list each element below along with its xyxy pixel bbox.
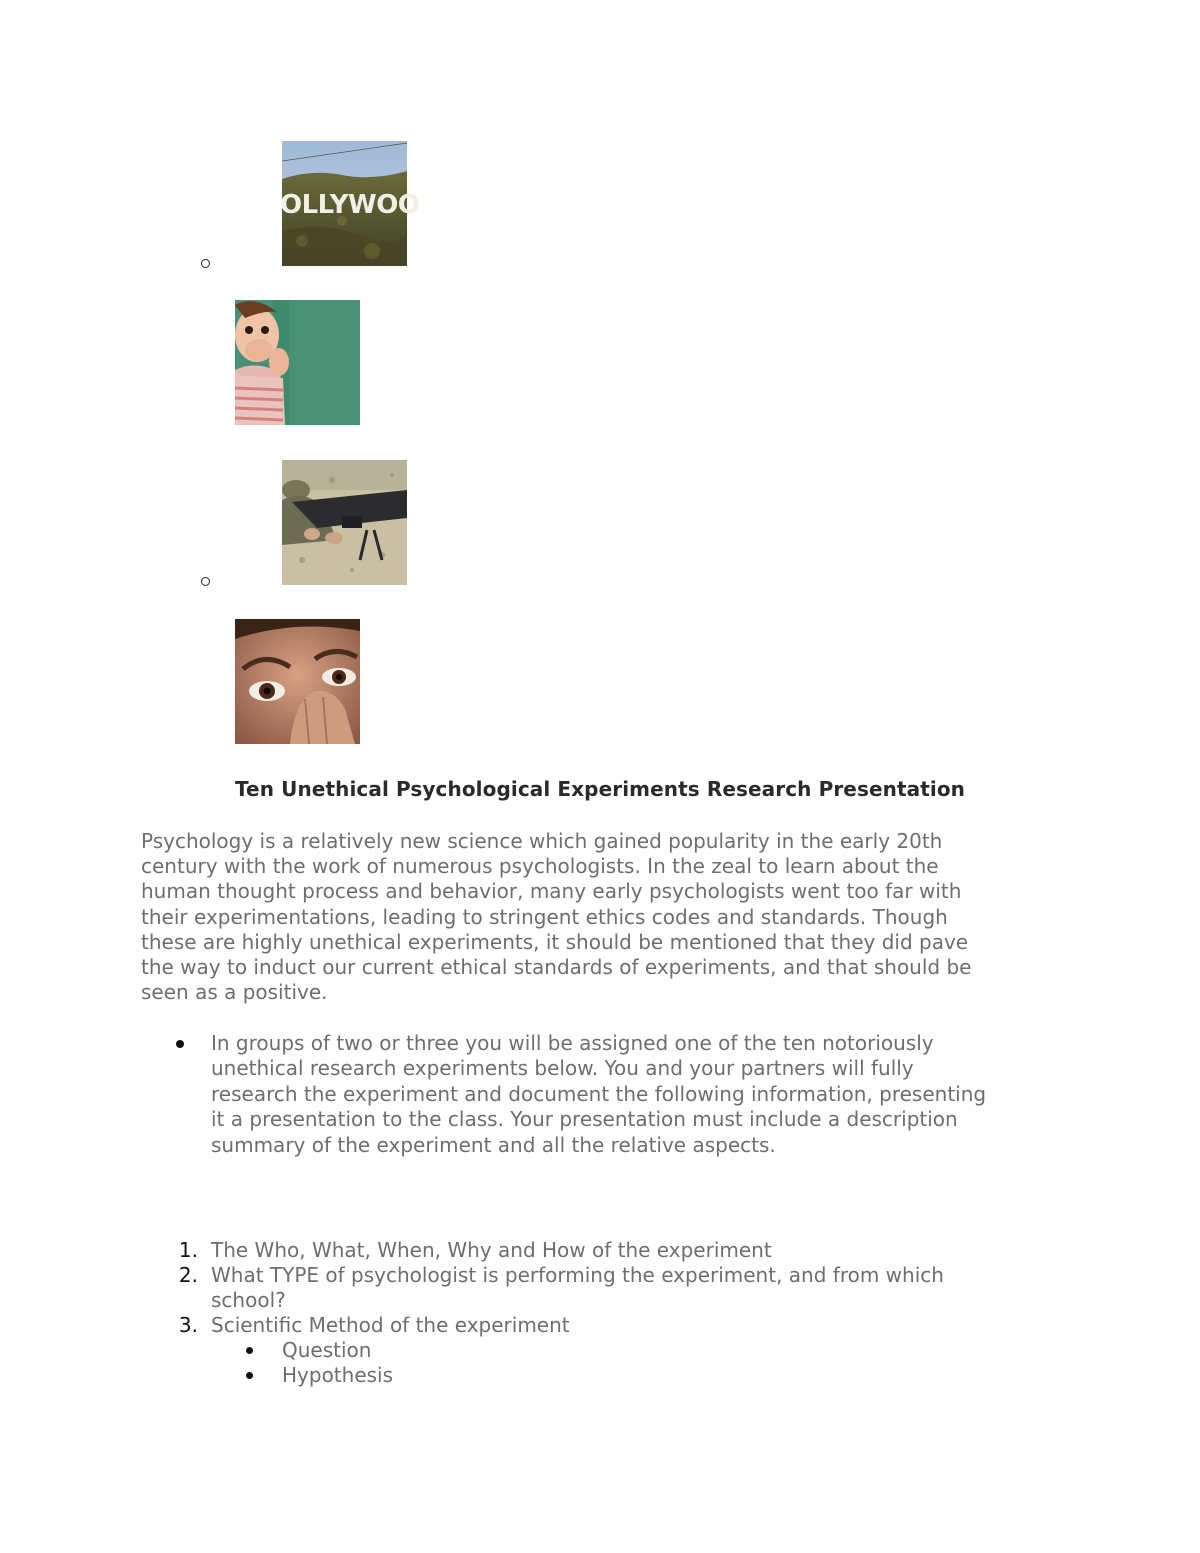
numbered-item: Scientific Method of the experiment — [211, 1313, 570, 1337]
sub-list-bullet — [246, 1347, 253, 1354]
sub-list-item: Hypothesis — [282, 1363, 394, 1387]
list-number: 3. — [178, 1313, 198, 1337]
assignment-item — [211, 1031, 1071, 1158]
frightened-woman-image — [235, 619, 360, 744]
list-bullet — [176, 1040, 184, 1048]
intro-line: these are highly unethical experiments, it should be mentioned that they did pave — [141, 929, 969, 954]
list-bullet-hollow — [201, 259, 210, 268]
list-number: 1. — [178, 1238, 198, 1262]
intro-line: seen as a positive. — [141, 980, 328, 1005]
numbered-item: The Who, What, When, Why and How of the experiment — [211, 1238, 772, 1262]
intro-line: their experimentations, leading to stringent ethics codes and standards. Though — [141, 904, 948, 929]
numbered-item-continuation: school? — [211, 1288, 286, 1312]
list-number: 2. — [178, 1263, 198, 1287]
assignment-line: In groups of two or three you will be assigned one of the ten notoriously — [211, 1031, 934, 1055]
intro-line: Psychology is a relatively new science which gained popularity in the early 20th — [141, 829, 943, 853]
intro-line: century with the work of numerous psychologists. In the zeal to learn about the — [141, 854, 939, 879]
intro-line: the way to induct our current ethical standards of experiments, and that should be — [141, 955, 972, 980]
sign-text: OLLYWOO — [280, 190, 420, 220]
assignment-line: summary of the experiment and all the relative aspects. — [211, 1132, 776, 1157]
hollywood-sign-image — [280, 141, 420, 266]
soldier-rifle-image — [282, 460, 407, 585]
intro-paragraph — [141, 829, 1061, 1005]
startled-child-image — [235, 300, 360, 425]
assignment-line: research the experiment and document the following information, presenting — [211, 1081, 987, 1106]
list-bullet-hollow — [201, 577, 210, 586]
assignment-line: unethical research experiments below. You and your partners will fully — [211, 1056, 914, 1081]
assignment-line: it a presentation to the class. Your presentation must include a description — [211, 1107, 958, 1132]
sub-list-item: Question — [282, 1338, 372, 1362]
page-title: Ten Unethical Psychological Experiments Research Presentation — [234, 777, 966, 801]
intro-line: human thought process and behavior, many early psychologists went too far with — [141, 879, 962, 904]
sub-list-bullet — [246, 1372, 253, 1379]
numbered-item: What TYPE of psychologist is performing the experiment, and from which — [211, 1263, 944, 1287]
